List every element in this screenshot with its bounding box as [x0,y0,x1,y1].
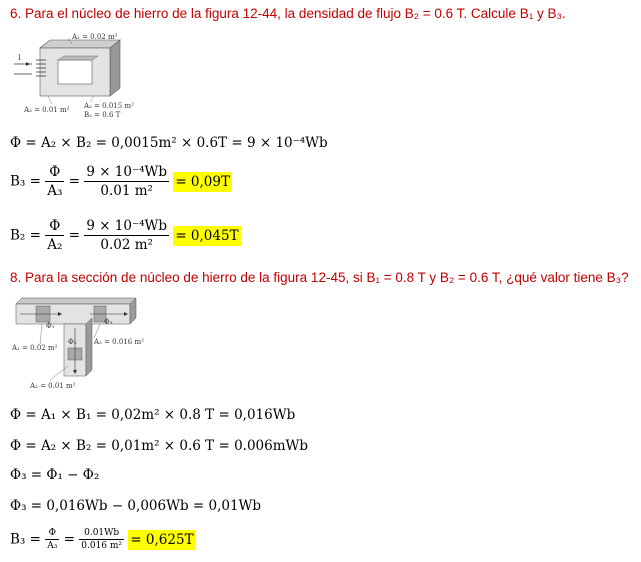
p6-eq2: B₃ = $\frac{\Phi}{\text{A₃}}$ = $\frac{\text{9 × 10⁻⁴Wb}}{\text{0.01 m²}}$ = 0,09T [10,164,230,199]
p8-eq5: B₃ = $\frac{\Phi}{\text{A₃}}$ = $\frac{0.01Wb}{\text{0.016 m²}}$ = 0,625T [10,528,194,551]
core-side-face [110,40,120,96]
label-a2: A₂ = 0.01 m² [30,382,76,390]
label-a3: A₃ = 0.016 m² [94,338,144,346]
label-a2: A₂ = 0.015 m² [84,102,134,110]
label-phi2: Φ₂ [68,338,77,346]
core-window [58,60,92,84]
label-a1: A₁ = 0.02 m² [12,344,58,352]
figure-12-44 [10,30,145,120]
p8-eq3: Φ₃ = Φ₁ − Φ₂ [10,467,100,483]
p8-eq2: Φ = A₂ × B₂ = 0,01m² × 0.6 T = 0.006mWb [10,438,309,454]
p6-b2-result: = 0,045T [175,227,239,244]
label-a1: A₁ = 0.02 m² [72,33,118,41]
problem8-heading: 8. Para la sección de núcleo de hierro de la figura 12-45, si B₁ = 0.8 T y B₂ = 0.6 T, ¿qué valor tiene B₃? [10,270,629,285]
core-top-face [40,40,120,48]
label-phi1: Φ₁ [46,322,55,330]
p8-eq4: Φ₃ = 0,016Wb − 0,006Wb = 0,01Wb [10,498,262,514]
problem6-heading: 6. Para el núcleo de hierro de la figura 12-44, la densidad de flujo B₂ = 0.6 T. Calcule B₁ y B₃. [10,6,566,21]
p8-b3-result: = 0,625T [130,531,194,548]
p6-b3-result: = 0,09T [175,173,230,190]
label-b2: B₂ = 0.6 T [84,111,121,119]
p6-eq1: Φ = A₂ × B₂ = 0,0015m² × 0.6T = 9 × 10⁻⁴Wb [10,135,328,151]
label-i: I [18,54,21,62]
label-phi3: Φ₃ [104,318,113,326]
p6-eq3: B₂ = $\frac{\Phi}{\text{A₂}}$ = $\frac{\text{9 × 10⁻⁴Wb}}{\text{0.02 m²}}$ = 0,045T [10,218,239,253]
figure-12-45 [10,294,145,394]
label-a3: A₃ = 0.01 m² [24,106,70,114]
p8-eq1: Φ = A₁ × B₁ = 0,02m² × 0.8 T = 0,016Wb [10,407,296,423]
